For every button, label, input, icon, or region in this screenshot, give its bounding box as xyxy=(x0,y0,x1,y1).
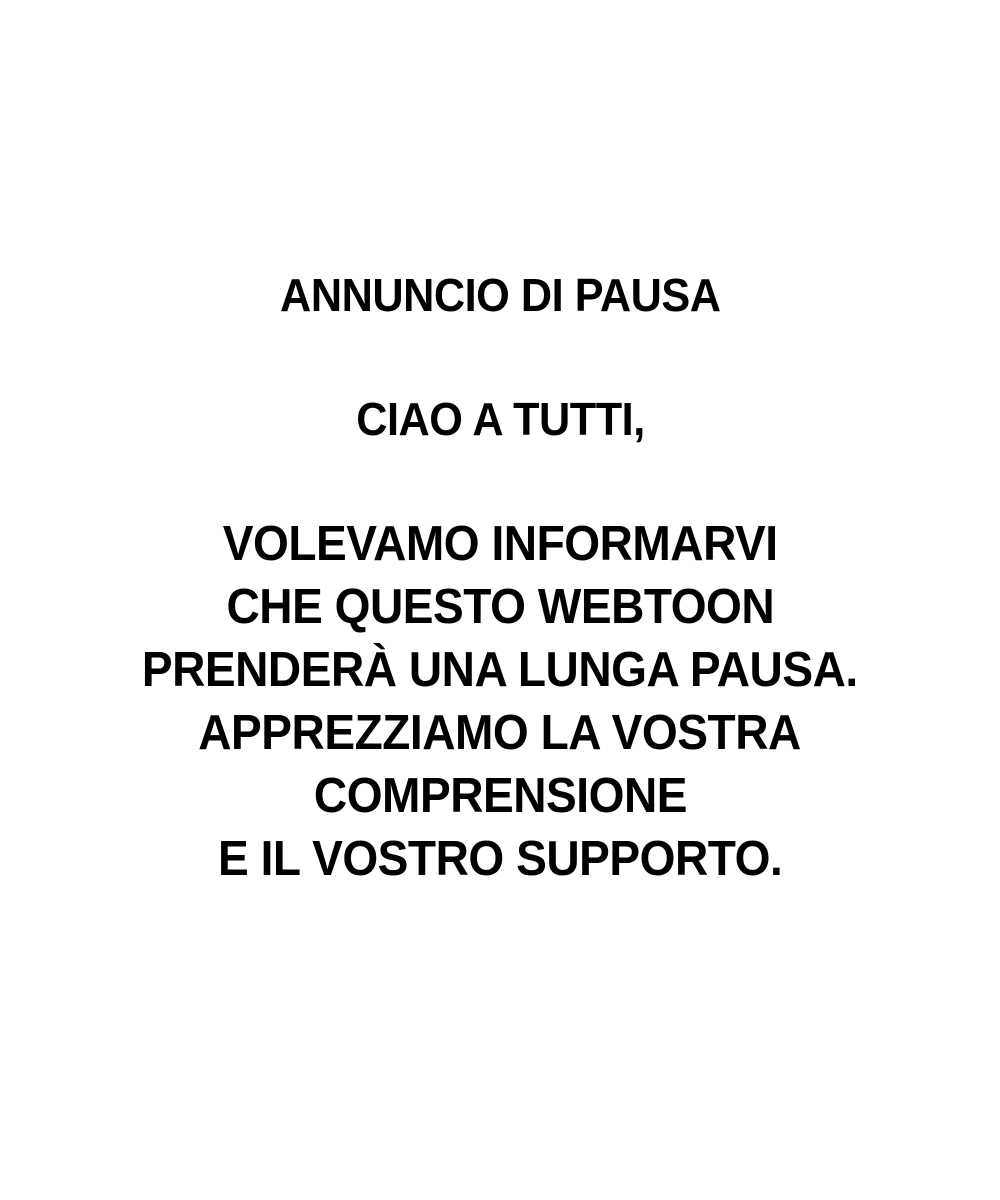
announcement-body-line: CHE QUESTO WEBTOON xyxy=(226,580,774,634)
announcement-body-line: E IL VOSTRO SUPPORTO. xyxy=(217,832,783,886)
announcement-body-line: VOLEVAMO INFORMARVI xyxy=(222,517,778,571)
announcement-body-line: APPREZZIAMO LA VOSTRA xyxy=(198,706,802,760)
announcement-greeting: CIAO A TUTTI, xyxy=(355,393,645,445)
announcement-body-line: COMPRENSIONE xyxy=(313,769,687,823)
announcement-body-line: PRENDERÀ UNA LUNGA PAUSA. xyxy=(142,643,858,697)
announcement-body xyxy=(119,517,881,898)
announcement-title: ANNUNCIO DI PAUSA xyxy=(279,269,721,321)
